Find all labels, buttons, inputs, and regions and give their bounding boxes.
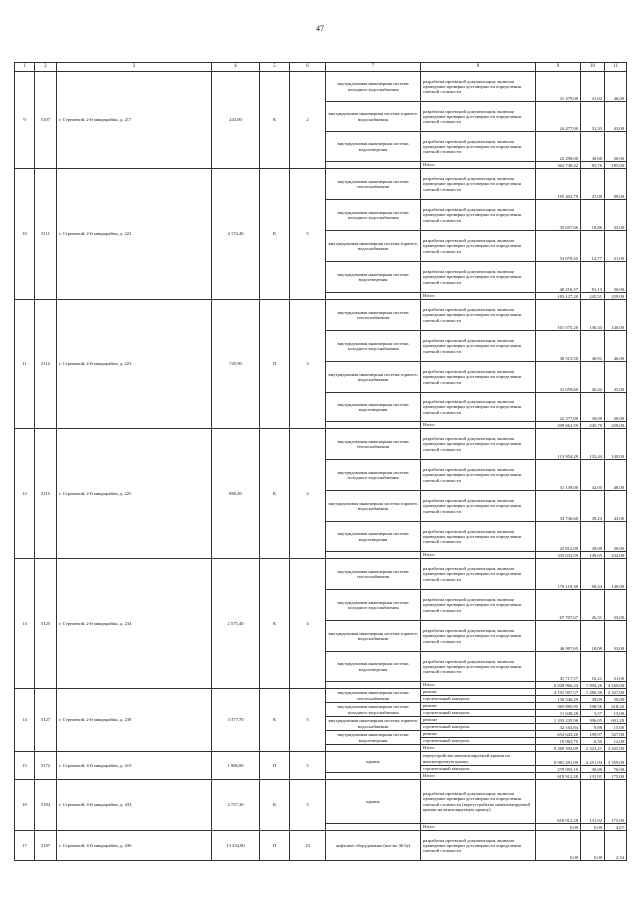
area: 745,90	[212, 300, 260, 429]
floors: 23	[290, 831, 326, 861]
row-index: 9	[15, 72, 35, 169]
limit-cost: 185,00	[605, 162, 627, 169]
cost: 618 912,28	[536, 780, 581, 824]
house-code: 5184	[35, 780, 57, 831]
address: г. Стрежевой, 4-й микрорайон, д. 415	[57, 752, 212, 780]
limit-cost: 31,00	[605, 231, 627, 262]
system-name: внутридомовая инженерная система водоотведения	[326, 132, 421, 162]
limit-cost: 175,00	[605, 780, 627, 824]
limit-cost: 3 359,00	[605, 752, 627, 766]
row-index: 16	[15, 780, 35, 831]
empty-cell	[326, 682, 421, 689]
work-type: разработка проектной документации, включая проведение проверки достоверности определения сметной стоимости (переустройство невентилируемой крыши на вентилируемую крышу)	[421, 780, 536, 824]
limit-cost: 13,00	[605, 710, 627, 717]
address: г. Стрежевой, 4-й микрорайон, д. 436	[57, 831, 212, 861]
work-type: строительный контроль	[421, 710, 536, 717]
material: К	[260, 780, 290, 831]
cost: 33 736,60	[536, 491, 581, 522]
table-row	[15, 831, 627, 861]
limit-cost: 618,20	[605, 703, 627, 710]
header-row	[15, 63, 627, 72]
address: г. Стрежевой, 4-й микрорайон, д. 433	[57, 780, 212, 831]
cost: 24 477,00	[536, 102, 581, 132]
col-header: 9	[536, 63, 581, 72]
cost: 176 118,30	[536, 559, 581, 590]
work-type: разработка проектной документации, включая проведение проверки достоверности определения сметной стоимости	[421, 831, 536, 861]
work-type: разработка проектной документации, включая проведение проверки достоверности определения сметной стоимости	[421, 621, 536, 652]
col-header: 11	[605, 63, 627, 72]
unit-cost: 81,13	[581, 262, 605, 293]
cost: 365 885,95	[536, 703, 581, 710]
total-label: Итого	[421, 293, 536, 300]
system-name: внутридомовая инженерная система водоотведения	[326, 652, 421, 682]
empty-cell	[326, 162, 421, 169]
floors: 2	[290, 429, 326, 559]
empty-cell	[326, 745, 421, 752]
work-type: разработка проектной документации, включая проведение проверки достоверности определения сметной стоимости	[421, 590, 536, 621]
unit-cost: 245,70	[581, 422, 605, 429]
unit-cost: 2 323,21	[581, 745, 605, 752]
unit-cost: 42,05	[581, 460, 605, 491]
total-label: Итого	[421, 745, 536, 752]
unit-cost: 245,51	[581, 293, 605, 300]
unit-cost: 30,00	[581, 132, 605, 162]
cost: 364 748,42	[536, 162, 581, 169]
floors: 5	[290, 752, 326, 780]
limit-cost: 4,67	[605, 824, 627, 831]
unit-cost: 131,92	[581, 780, 605, 824]
cost: 32 163,84	[536, 724, 581, 731]
address: г. Стрежевой, 2-й микрорайон, д. 225	[57, 429, 212, 559]
col-header: 7	[326, 63, 421, 72]
cost: 35 657,66	[536, 200, 581, 231]
total-label: Итого	[421, 682, 536, 689]
empty-cell	[326, 293, 421, 300]
empty-cell	[326, 773, 421, 780]
material: П	[260, 831, 290, 861]
work-type: разработка проектной документации, включая проведение проверки достоверности определения сметной стоимости	[421, 460, 536, 491]
unit-cost: 12,77	[581, 231, 605, 262]
limit-cost: 30,00	[605, 522, 627, 552]
house-code: 5111	[35, 169, 57, 300]
work-type: ремонт	[421, 717, 536, 724]
system-name: внутридомовая инженерная система горячего водоснабжения	[326, 621, 421, 652]
limit-cost: 30,00	[605, 262, 627, 293]
unit-cost: 36,42	[581, 362, 605, 393]
limit-cost: 33,00	[605, 590, 627, 621]
unit-cost: 108,56	[581, 703, 605, 710]
limit-cost: 2,54	[605, 831, 627, 861]
cost: 22 377,00	[536, 393, 581, 422]
cost: 8 981 281,09	[536, 752, 581, 766]
address: г. Стрежевой, 2-й микрорайон, д. 222	[57, 169, 212, 300]
limit-cost: 46,00	[605, 72, 627, 102]
empty-cell	[326, 824, 421, 831]
floors: 2	[290, 72, 326, 169]
unit-cost: 30,00	[581, 393, 605, 422]
cost: 9 269 593,09	[536, 745, 581, 752]
limit-cost: 259,00	[605, 293, 627, 300]
work-type: строительный контроль	[421, 738, 536, 745]
material: К	[260, 689, 290, 752]
limit-cost: 33,00	[605, 621, 627, 652]
work-type: разработка проектной документации, включая проведение проверки достоверности определения сметной стоимости	[421, 262, 536, 293]
floors: 5	[290, 169, 326, 300]
cost: 195 403,79	[536, 169, 581, 200]
limit-cost: 43,00	[605, 102, 627, 132]
house-code: 5115	[35, 429, 57, 559]
unit-cost: 132,44	[581, 429, 605, 460]
limit-cost: 2 327,00	[605, 689, 627, 696]
cost: 31 659,60	[536, 362, 581, 393]
material: К	[260, 429, 290, 559]
system-name: внутридомовая инженерная система холодного водоснабжения	[326, 590, 421, 621]
house-code: 5125	[35, 559, 57, 689]
area: 13 334,80	[212, 831, 260, 861]
address: г. Стрежевой, 2-й микрорайон, д. 217	[57, 72, 212, 169]
system-name: внутридомовая инженерная система горячего водоснабжения	[326, 102, 421, 132]
unit-cost: 149,65	[581, 552, 605, 559]
limit-cost: 234,00	[605, 552, 627, 559]
house-code: 5112	[35, 300, 57, 429]
unit-cost: 30,00	[581, 522, 605, 552]
cost: 4 191 507,57	[536, 689, 581, 696]
limit-cost: 30,00	[605, 393, 627, 422]
material: К	[260, 169, 290, 300]
address: г. Стрежевой, 2-й микрорайон, д. 223	[57, 300, 212, 429]
unit-cost: 31,33	[581, 102, 605, 132]
repair-schedule-table	[14, 62, 627, 861]
work-type: разработка проектной документации, включая проведение проверки достоверности определения сметной стоимости	[421, 491, 536, 522]
system-name: внутридомовая инженерная система теплоснабжения	[326, 689, 421, 703]
material: К	[260, 559, 290, 689]
work-type: ремонт	[421, 731, 536, 738]
cost: 53 070,45	[536, 231, 581, 262]
area: 4 174,40	[212, 169, 260, 300]
unit-cost: 6,30	[581, 738, 605, 745]
work-type: строительный контроль	[421, 696, 536, 703]
row-index: 14	[15, 689, 35, 752]
unit-cost: 396,05	[581, 717, 605, 724]
unit-cost: 199,97	[581, 731, 605, 738]
area: 2 575,40	[212, 559, 260, 689]
unit-cost: 3,57	[581, 710, 605, 717]
table-row	[15, 752, 627, 766]
system-name: внутридомовая инженерная система горячего водоснабжения	[326, 231, 421, 262]
system-name: внутридомовая инженерная система водоотведения	[326, 393, 421, 422]
cost: 30 515,50	[536, 331, 581, 362]
system-name: крыша	[326, 780, 421, 824]
work-type: переустройство невентилируемой крыши на вентилируемую крышу	[421, 752, 536, 766]
cost: 279 093,10	[536, 766, 581, 773]
limit-cost: 12,00	[605, 738, 627, 745]
limit-cost: 140,00	[605, 559, 627, 590]
system-name: внутридомовая инженерная система холодного водоснабжения	[326, 460, 421, 491]
cost: 618 912,28	[536, 773, 581, 780]
cost: 31 479,00	[536, 72, 581, 102]
system-name: внутридомовая инженерная система горячего водоснабжения	[326, 717, 421, 731]
cost: 22 290,00	[536, 132, 581, 162]
system-name: внутридомовая инженерная система теплоснабжения	[326, 300, 421, 331]
address: г. Стрежевой, 2-й микрорайон, д. 234	[57, 559, 212, 689]
work-type: разработка проектной документации, включая проведение проверки достоверности определения сметной стоимости	[421, 522, 536, 552]
table-row	[15, 169, 627, 200]
limit-cost: 43,00	[605, 491, 627, 522]
work-type: разработка проектной документации, включая проведение проверки достоверности определения сметной стоимости	[421, 132, 536, 162]
house-code: 5187	[35, 831, 57, 861]
cost: 654 643,20	[536, 731, 581, 738]
area: 1 986,00	[212, 752, 260, 780]
house-code: 5172	[35, 752, 57, 780]
system-name: внутридомовая инженерная система теплоснабжения	[326, 559, 421, 590]
col-header: 8	[421, 63, 536, 72]
work-type: разработка проектной документации, включая проведение проверки достоверности определения сметной стоимости	[421, 102, 536, 132]
limit-cost: 31,00	[605, 652, 627, 682]
unit-cost: 68,44	[581, 559, 605, 590]
limit-cost: 30,00	[605, 132, 627, 162]
table-row	[15, 300, 627, 331]
system-name: внутридомовая инженерная система теплоснабжения	[326, 169, 421, 200]
total-label: Итого	[421, 773, 536, 780]
limit-cost: 3 435,00	[605, 745, 627, 752]
work-type: разработка проектной документации, включая проведение проверки достоверности определения сметной стоимости	[421, 331, 536, 362]
limit-cost: 175,00	[605, 773, 627, 780]
table-row	[15, 559, 627, 590]
cost: 19 963,75	[536, 738, 581, 745]
col-header: 2	[35, 63, 57, 72]
house-code: 5127	[35, 689, 57, 752]
unit-cost: 40,91	[581, 331, 605, 362]
limit-cost: 15,00	[605, 724, 627, 731]
empty-cell	[326, 422, 421, 429]
limit-cost: 45,00	[605, 362, 627, 393]
cost: 0,00	[536, 824, 581, 831]
work-type: разработка проектной документации, включая проведение проверки достоверности определения сметной стоимости	[421, 362, 536, 393]
system-name: внутридомовая инженерная система холодного водоснабжения	[326, 72, 421, 102]
col-header: 6	[290, 63, 326, 72]
work-type: разработка проектной документации, включая проведение проверки достоверности определения сметной стоимости	[421, 393, 536, 422]
system-name: внутридомовая инженерная система горячего водоснабжения	[326, 362, 421, 393]
cost: 41 717,57	[536, 652, 581, 682]
limit-cost: 99,00	[605, 169, 627, 200]
work-type: ремонт	[421, 703, 536, 710]
work-type: разработка проектной документации, включая проведение проверки достоверности определения сметной стоимости	[421, 429, 536, 460]
limit-cost: 140,00	[605, 429, 627, 460]
table-row	[15, 72, 627, 102]
unit-cost: 1 994,26	[581, 682, 605, 689]
unit-cost: 0,00	[581, 824, 605, 831]
cost: 31 139,00	[536, 460, 581, 491]
cost: 25 812,00	[536, 522, 581, 552]
area: 243,00	[212, 72, 260, 169]
row-index: 13	[15, 559, 35, 689]
col-header: 4	[212, 63, 260, 72]
cost: 113 954,29	[536, 429, 581, 460]
col-header: 10	[581, 63, 605, 72]
unit-cost: 39,23	[581, 491, 605, 522]
total-label: Итого	[421, 552, 536, 559]
cost: 209 661,59	[536, 422, 581, 429]
total-label: Итого	[421, 422, 536, 429]
cost: 46 997,65	[536, 621, 581, 652]
cost: 1 333 235,96	[536, 717, 581, 724]
unit-cost: 39,09	[581, 696, 605, 703]
work-type: разработка проектной документации, включая проведение проверки достоверности определения сметной стоимости	[421, 231, 536, 262]
cost: 0,00	[536, 831, 581, 861]
system-name: внутридомовая инженерная система холодного водоснабжения	[326, 200, 421, 231]
total-label: Итого	[421, 162, 536, 169]
limit-cost: 46,00	[605, 331, 627, 362]
limit-cost: 259,00	[605, 422, 627, 429]
table-row	[15, 689, 627, 696]
floors: 4	[290, 559, 326, 689]
table-row	[15, 780, 627, 824]
system-name: внутридомовая инженерная система холодного водоснабжения	[326, 331, 421, 362]
floors: 3	[290, 300, 326, 429]
work-type: разработка проектной документации, включая проведение проверки достоверности определения сметной стоимости	[421, 72, 536, 102]
limit-cost: 48,00	[605, 460, 627, 491]
row-index: 15	[15, 752, 35, 780]
unit-cost: 136,33	[581, 300, 605, 331]
material: К	[260, 72, 290, 169]
system-name: внутридомовая инженерная система водоотведения	[326, 731, 421, 745]
col-header: 5	[260, 63, 290, 72]
limit-cost: 33,00	[605, 200, 627, 231]
house-code: 5107	[35, 72, 57, 169]
row-index: 17	[15, 831, 35, 861]
empty-cell	[326, 552, 421, 559]
unit-cost: 47,00	[581, 169, 605, 200]
system-name: внутридомовая инженерная система горячего водоснабжения	[326, 491, 421, 522]
col-header: 3	[57, 63, 212, 72]
limit-cost: 76,00	[605, 766, 627, 773]
limit-cost: 50,00	[605, 696, 627, 703]
work-type: разработка проектной документации, включая проведение проверки достоверности определения сметной стоимости	[421, 200, 536, 231]
system-name: крыша	[326, 752, 421, 773]
cost: 11 049,28	[536, 710, 581, 717]
material: П	[260, 752, 290, 780]
work-type: строительный контроль	[421, 724, 536, 731]
row-index: 11	[15, 300, 35, 429]
system-name: внутридомовая инженерная система теплоснабжения	[326, 429, 421, 460]
work-type: разработка проектной документации, включая проведение проверки достоверности определения сметной стоимости	[421, 652, 536, 682]
unit-cost: 41,02	[581, 72, 605, 102]
row-index: 12	[15, 429, 35, 559]
unit-cost: 131,91	[581, 773, 605, 780]
page-number: 47	[316, 24, 324, 33]
material: П	[260, 300, 290, 429]
area: 2 757,30	[212, 780, 260, 831]
work-type: строительный контроль	[421, 766, 536, 773]
unit-cost: 9,88	[581, 724, 605, 731]
unit-cost: 2 251,94	[581, 752, 605, 766]
cost: 67 707,67	[536, 590, 581, 621]
limit-cost: 4 160,00	[605, 682, 627, 689]
row-index: 10	[15, 169, 35, 300]
limit-cost: 601,20	[605, 717, 627, 724]
work-type: ремонт	[421, 689, 536, 696]
cost: 101 575,20	[536, 300, 581, 331]
cost: 183 127,20	[536, 293, 581, 300]
cost: 130 546,29	[536, 696, 581, 703]
unit-cost: 18,09	[581, 621, 605, 652]
unit-cost: 0,00	[581, 831, 605, 861]
system-name: внутридомовая инженерная система водоотведения	[326, 522, 421, 552]
col-header: 1	[15, 63, 35, 72]
unit-cost: 83,76	[581, 162, 605, 169]
floors: 5	[290, 689, 326, 752]
cost: 40 216,57	[536, 262, 581, 293]
unit-cost: 16,21	[581, 652, 605, 682]
system-name: лифтовое оборудование (кол-во 36 бу)	[326, 831, 421, 861]
area: 3 377,70	[212, 689, 260, 752]
system-name: внутридомовая инженерная система водоотведения	[326, 262, 421, 293]
work-type: разработка проектной документации, включая проведение проверки достоверности определения сметной стоимости	[421, 559, 536, 590]
cost: 333 633,59	[536, 552, 581, 559]
work-type: разработка проектной документации, включая проведение проверки достоверности определения сметной стоимости	[421, 169, 536, 200]
unit-cost: 18,86	[581, 200, 605, 231]
unit-cost: 30,00	[581, 766, 605, 773]
area: 880,40	[212, 429, 260, 559]
system-name: внутридомовая инженерная система холодного водоснабжения	[326, 703, 421, 717]
cost: 6 828 966,24	[536, 682, 581, 689]
unit-cost: 26,31	[581, 590, 605, 621]
limit-cost: 527,00	[605, 731, 627, 738]
limit-cost: 140,00	[605, 300, 627, 331]
floors: 5	[290, 780, 326, 831]
total-label: Итого	[421, 824, 536, 831]
address: г. Стрежевой, 2-й микрорайон, д. 238	[57, 689, 212, 752]
unit-cost: 1 280,36	[581, 689, 605, 696]
table-row	[15, 429, 627, 460]
work-type: разработка проектной документации, включая проведение проверки достоверности определения сметной стоимости	[421, 300, 536, 331]
